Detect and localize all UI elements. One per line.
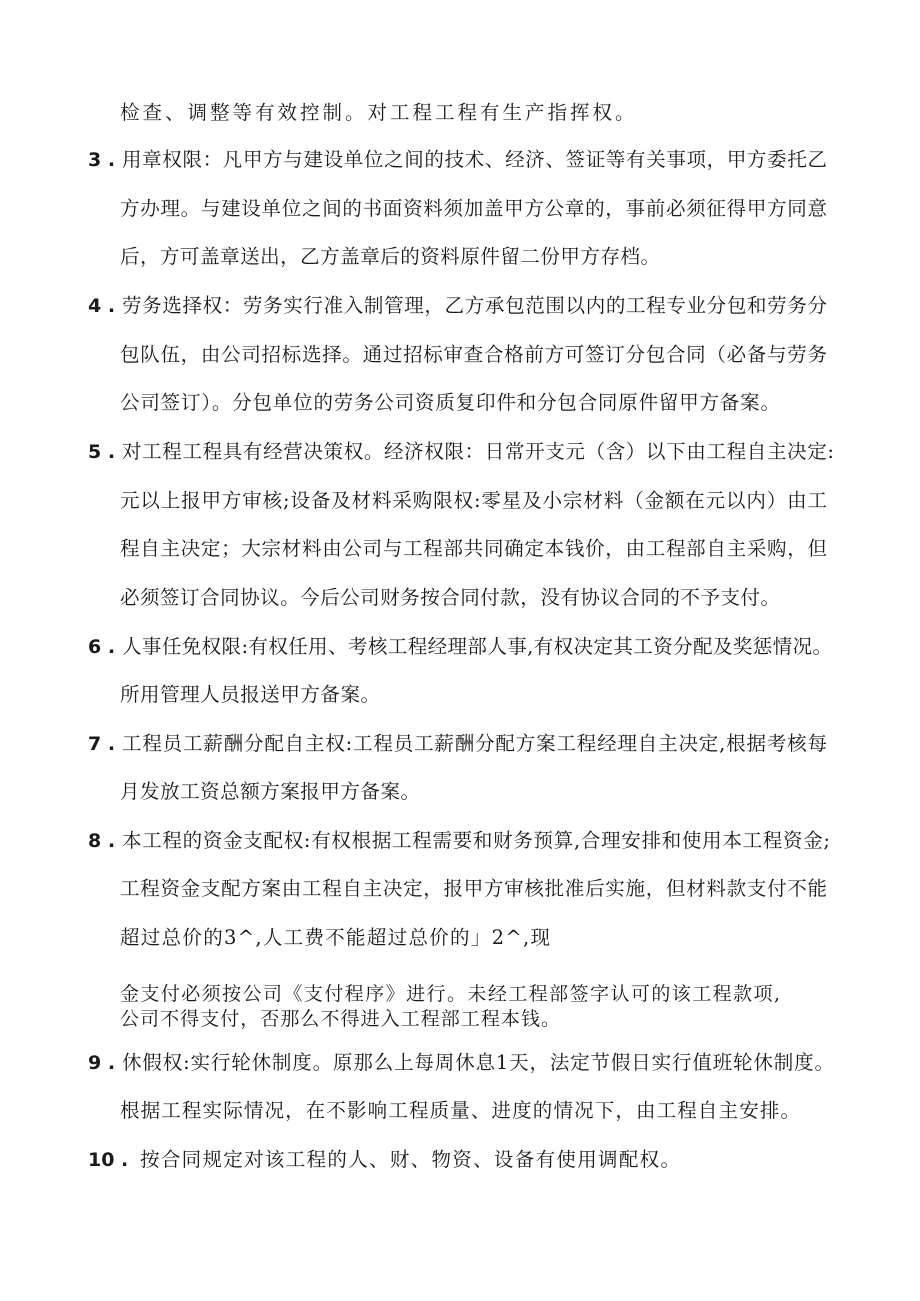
item-number-6: 6 .	[88, 636, 116, 658]
item-number-3: 3 .	[88, 149, 116, 171]
text-line: 程自主决定；大宗材料由公司与工程部共同确定本钱价，由工程部自主采购，但	[120, 537, 828, 560]
text-line: 按合同规定对该工程的人、财、物资、设备有使用调配权。	[140, 1148, 682, 1171]
text-line: 后，方可盖章送出，乙方盖章后的资料原件留二份甲方存档。	[120, 245, 661, 268]
text-line: 对工程工程具有经营决策权。经济权限：日常开支元（含）以下由工程自主决定:	[122, 440, 835, 463]
item-number-4: 4 .	[88, 295, 116, 317]
item-number-8: 8 .	[88, 830, 116, 852]
text-line: 超过总价的3^,人工费不能超过总价的」2^,现	[120, 926, 552, 949]
text-line: 劳务选择权：劳务实行准入制管理，乙方承包范围以内的工程专业分包和劳务分	[122, 294, 828, 317]
text-line: 根据工程实际情况，在不影响工程质量、进度的情况下，由工程自主安排。	[120, 1099, 802, 1122]
text-line: 元以上报甲方审核;设备及材料采购限权:零星及小宗材料（金额在元以内）由工	[120, 489, 828, 512]
item-number-10: 10 .	[88, 1149, 129, 1171]
item-number-5: 5 .	[88, 441, 116, 463]
text-line: 所用管理人员报送甲方备案。	[120, 683, 381, 706]
text-line: 金支付必须按公司《支付程序》进行。未经工程部签字认可的该工程款项,	[120, 983, 782, 1005]
item-number-9: 9 .	[88, 1052, 116, 1074]
text-line: 公司不得支付，否那么不得进入工程部工程本钱。	[120, 1008, 562, 1030]
text-line: 必须签订合同协议。今后公司财务按合同付款，没有协议合同的不予支付。	[120, 586, 781, 609]
text-line: 公司签订）。分包单位的劳务公司资质复印件和分包合同原件留甲方备案。	[120, 391, 781, 414]
item-number-7: 7 .	[88, 733, 116, 755]
text-line: 方办理。与建设单位之间的书面资料须加盖甲方公章的，事前必须征得甲方同意	[120, 197, 828, 220]
text-line: 休假权:实行轮休制度。原那么上每周休息1天，法定节假日实行值班轮休制度。	[122, 1051, 835, 1074]
text-line: 工程员工薪酬分配自主权:工程员工薪酬分配方案工程经理自主决定,根据考核每	[122, 732, 828, 755]
text-line: 工程资金支配方案由工程自主决定，报甲方审核批准后实施，但材料款支付不能	[120, 877, 828, 900]
text-line: 本工程的资金支配权:有权根据工程需要和财务预算,合理安排和使用本工程资金;	[122, 829, 831, 852]
text-line: 检查、调整等有效控制。对工程工程有生产指挥权。	[120, 101, 638, 124]
text-line: 人事任免权限:有权任用、考核工程经理部人事,有权决定其工资分配及奖惩情况。	[122, 635, 833, 658]
text-line: 用章权限：凡甲方与建设单位之间的技术、经济、签证等有关事项，甲方委托乙	[122, 148, 828, 171]
text-line: 包队伍，由公司招标选择。通过招标审查合格前方可签订分包合同（必备与劳务	[120, 343, 828, 366]
text-line: 月发放工资总额方案报甲方备案。	[120, 780, 421, 803]
